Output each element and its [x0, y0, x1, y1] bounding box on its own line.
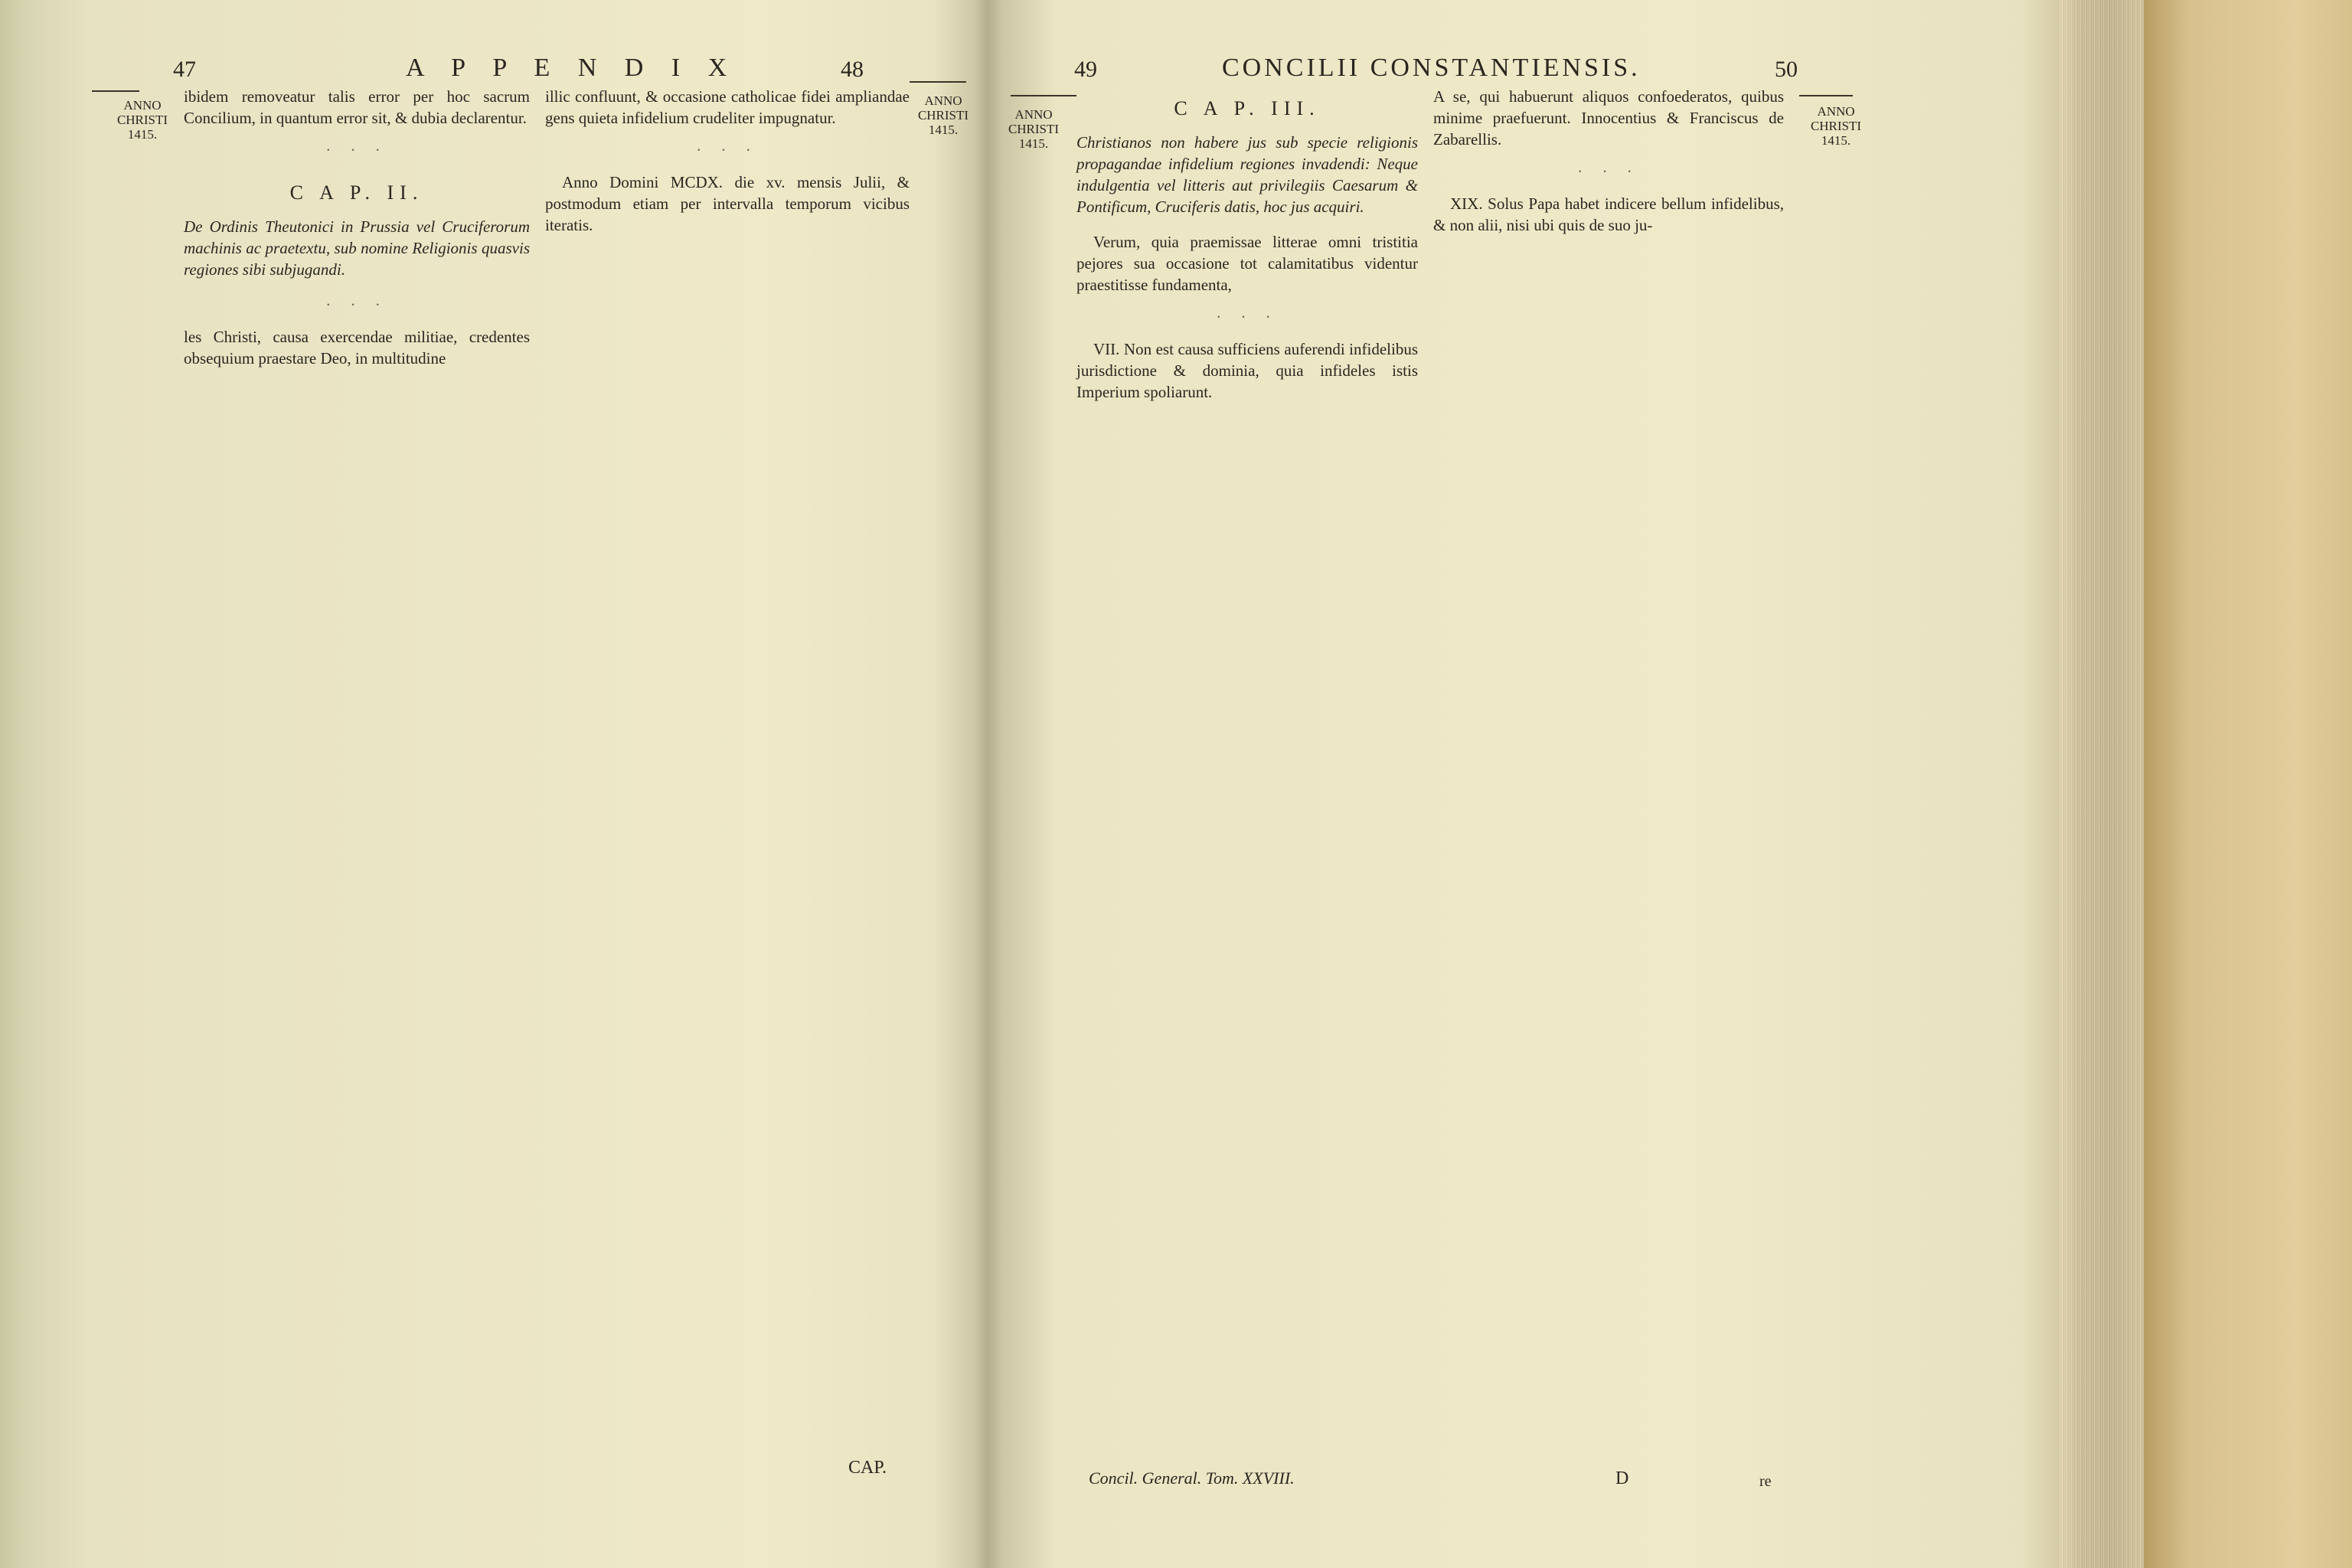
signature-line: Concil. General. Tom. XXVIII. — [1089, 1468, 1295, 1488]
column-closing-text: Anno Domini MCDX. die xv. mensis Julii, & postmodum etiam per intervalla temporum vicibus iteratis. — [545, 173, 910, 234]
text-gap-marker: · · · — [325, 141, 388, 159]
margin-note-anno-christi: ANNO CHRISTI 1415. — [116, 98, 168, 142]
chapter-summary: Christianos non habere jus sub specie religionis propagandae infidelium regiones invadendi: Neque indulgentia vel litteris aut privilegiis Caesarum & Pontificum, Cruciferis datis, hoc jus acquiri. — [1076, 133, 1418, 216]
right-page — [995, 0, 2067, 1568]
running-head-concilii: CONCILII CONSTANTIENSIS. — [1222, 54, 1641, 82]
chapter-heading: C A P. III. — [1174, 97, 1321, 119]
margin-rule-left — [1011, 95, 1076, 96]
book-cover — [2144, 0, 2352, 1568]
column-opening-text: ibidem removeatur talis error per hoc sacrum Concilium, in quantum error sit, & dubia declarentur. — [184, 87, 530, 127]
page-number-49: 49 — [1074, 57, 1097, 82]
column-opening-text: illic confluunt, & occasione catholicae fidei ampliandae gens quieta infidelium crudeliter impugnatur. — [545, 87, 910, 127]
catchword: re — [1759, 1473, 1772, 1490]
margin-rule-left — [92, 90, 139, 92]
page-block-edges — [2060, 0, 2144, 1568]
page-number-48: 48 — [841, 57, 864, 82]
text-gap-marker: · · · — [1216, 308, 1279, 326]
catchword: CAP. — [848, 1458, 887, 1478]
column-closing-text: les Christi, causa exercendae militiae, credentes obsequium praestare Deo, in multitudine — [184, 328, 530, 368]
margin-note-anno-christi: ANNO CHRISTI 1415. — [1008, 107, 1060, 151]
text-column-2 — [1433, 86, 1784, 240]
chapter-summary: De Ordinis Theutonici in Prussia vel Cruciferorum machinis ac praetextu, sub nomine Religionis quasvis regiones sibi subjugandi. — [184, 217, 530, 279]
text-gap-marker: · · · — [325, 296, 388, 314]
running-head-appendix: A P P E N D I X — [406, 54, 738, 82]
column-opening-text: A se, qui habuerunt aliquos confoederatos, quibus minime praefuerunt. Innocentius & Franciscus de Zabarellis. — [1433, 87, 1784, 149]
page-number-47: 47 — [173, 57, 196, 82]
text-column-2 — [545, 86, 910, 240]
chapter-heading: C A P. II. — [289, 181, 424, 204]
margin-note-anno-christi: ANNO CHRISTI 1415. — [917, 93, 969, 137]
left-page — [0, 0, 974, 1568]
column-closing-text: VII. Non est causa sufficiens auferendi infidelibus jurisdictione & dominia, quia infideles istis Imperium spoliarunt. — [1076, 340, 1418, 401]
margin-note-anno-christi: ANNO CHRISTI 1415. — [1810, 104, 1862, 148]
column-opening-text: Verum, quia praemissae litterae omni tristitia pejores sua occasione tot calamitatibus videntur praestitisse fundamenta, — [1076, 233, 1418, 294]
margin-rule-right — [1799, 95, 1853, 96]
page-number-50: 50 — [1775, 57, 1798, 82]
column-closing-text: XIX. Solus Papa habet indicere bellum infidelibus, & non alii, nisi ubi quis de suo ju- — [1433, 194, 1784, 234]
text-gap-marker: · · · — [1577, 162, 1640, 181]
margin-rule-right — [910, 81, 966, 83]
text-gap-marker: · · · — [696, 141, 759, 159]
signature-letter: D — [1615, 1468, 1629, 1488]
text-column-1 — [184, 86, 530, 374]
text-column-1 — [1076, 98, 1418, 407]
